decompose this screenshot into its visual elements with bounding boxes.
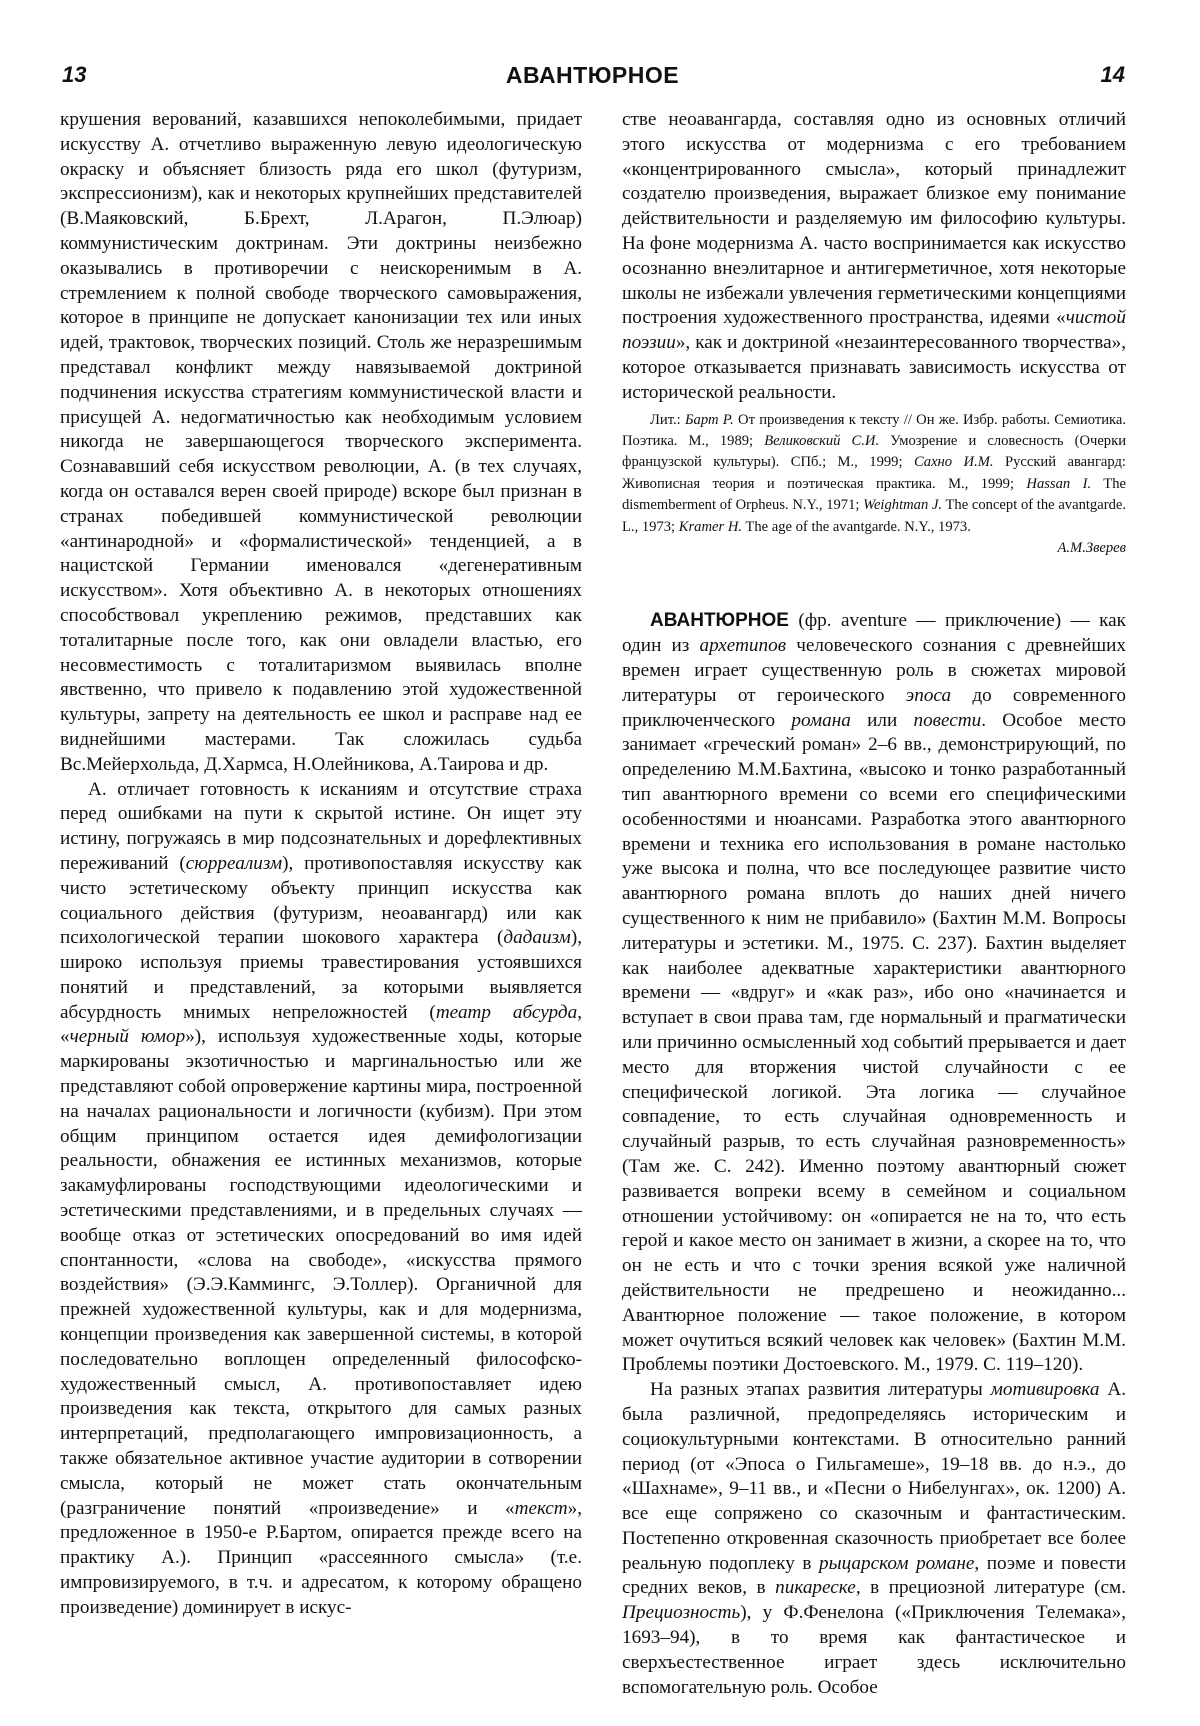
paragraph: На разных этапах развития литературы мотивировка А. была различной, предопределяясь историческим и социокультурными контекстами. В относительно ранний период (от «Эпоса о Гильгамеше», 19–18 вв. до н.э., до «Шахнаме», 9–11 вв., и «Песни о Нибелунгах», ок. 1200) А. все еще сопряжено со сказочным и фантастическим. Постепенно откровенная сказочность приобретает все более реальную подоплеку в рыцарском романе, поэме и повести средних веков, в пикареске, в прециозной литературе (см. Прециозность), у Ф.Фенелона («Приключения Телемака», 1693–94), в то время как фантастическое и сверхъестественное играет здесь исключительно вспомогательную роль. Особое bbox=[622, 1379, 1126, 1698]
cross-reference: мотивировка bbox=[990, 1379, 1100, 1401]
paragraph: стве неоавангарда, составляя одно из основных отличий этого искусства от модернизма с его требованием «концентрированного смысла», который принадлежит создателю произведения, выражает близкое ему понимание действительности и разделяемую им философию культуры. На фоне модернизма А. часто воспринимается как искусство осознанно внеэлитарное и антигерметичное, хотя некоторые школы не избежали увлечения герметическими концепциями построения художественного пространства, идеями «чистой поэзии», как и доктриной «незаинтересованного творчества», которое отказывается признавать зависимость искусства от исторической реальности. bbox=[622, 109, 1126, 403]
cross-reference: Прециозность bbox=[622, 1602, 741, 1624]
cross-reference: текст bbox=[514, 1497, 568, 1519]
cross-reference: эпоса bbox=[905, 684, 952, 706]
page-header bbox=[60, 62, 1125, 98]
cross-reference: архетипов bbox=[699, 635, 787, 657]
cross-reference: романа bbox=[791, 709, 851, 731]
cross-reference: театр абсурда bbox=[435, 1001, 578, 1023]
running-title: АВАНТЮРНОЕ bbox=[505, 62, 680, 88]
cross-reference: пикареске bbox=[775, 1577, 856, 1599]
bibliography: Лит.: Барт Р. От произведения к тексту // Он же. Избр. работы. Семиотика. Поэтика. М., 1989; Великовский С.И. Умозрение и словесность (Очерки французской культуры). СПб.; М., 1999; Сахно И.М. Русский авангард: Живописная теория и поэтическая практика. М., 1999; Hassan I. The dismemberment of Orpheus. N.Y., 1971; Weightman J. The concept of the avantgarde. L., 1973; Kramer H. The age of the avantgarde. N.Y., 1973. А.М.Зверев bbox=[622, 410, 1126, 560]
article-author-signature: А.М.Зверев bbox=[1057, 540, 1126, 556]
page-number-left: 13 bbox=[62, 62, 87, 87]
cross-reference: чистой поэзии bbox=[622, 307, 1126, 354]
left-column bbox=[60, 108, 582, 1621]
paragraph: А. отличает готовность к исканиям и отсутствие страха перед ошибками на пути к скрытой истине. Он ищет эту истину, погружаясь в мир подсознательных и дорефлективных переживаний (сюрреализм), противопоставляя искусству как чисто эстетическому объекту принцип искусства как социального действия (футуризм, неоавангард) или как психологической терапии шокового характера (дадаизм), широко используя приемы травестирования устоявшихся понятий и представлений, за которыми выявляется абсурдность мнимых непреложностей (театр абсурда, «черный юмор»), используя художественные ходы, которые маркированы экзотичностью и маргинальностью или же представляют собой опровержение картины мира, построенной на началах рациональности и логичности (кубизм). При этом общим принципом остается идея демифологизации реальности, обнажения ее истинных механизмов, которые закамуфлированы господствующими идеологическими и эстетическими представлениями, и в предельных случаях — вообще отказ от эстетических опосредований во имя идей спонтанности, «слова на свободе», «искусства прямого воздействия» (Э.Э.Каммингс, Э.Толлер). Органичной для прежней художественной культуры, как и для модернизма, концепции произведения как завершенной системы, в которой последовательно воплощен определенный философско-художественный смысл, А. противопоставляет идею произведения как текста, открытого для самых разных интерпретаций, предполагающего импровизационность, а также обязательное активное участие аудитории в сотворении смысла, который не может стать окончательным (разграничение понятий «произведение» и «текст», предложенное в 1950-е Р.Бартом, опирается прежде всего на практику А.). Принцип «рассеянного смысла» (т.е. импровизируемого, в т.ч. и адресатом, к которому обращено произведение) доминирует в искус- bbox=[60, 778, 582, 1618]
entry-headword: АВАНТЮРНОЕ bbox=[650, 610, 789, 632]
cross-reference: черный юмор bbox=[69, 1026, 186, 1048]
right-column bbox=[622, 108, 1126, 1700]
entry-paragraph: АВАНТЮРНОЕ (фр. aventure — приключение) — как один из архетипов человеческого сознания с древнейших времен играет существенную роль в сюжетах мировой литературы от героического эпоса до современного приключенческого романа или повести. Особое место занимает «греческий роман» 2–6 вв., демонстрирующий, по определению М.М.Бахтина, «высоко и тонко разработанный тип авантюрного времени со всеми его специфическими особенностями и нюансами. Разработка этого авантюрного времени и техника его использования в романе настолько уже высока и полна, что все последующее развитие чисто авантюрного романа вплоть до наших дней ничего существенного к ним не прибавило» (Бахтин М.М. Вопросы литературы и эстетики. М., 1975. С. 237). Бахтин выделяет как наиболее адекватные характеристики авантюрного времени — «вдруг» и «как раз», ибо оно «начинается и вступает в свои права там, где нормальный и прагматически или причинно осмысленный ход событий прерывается и дает место для вторжения чистой случайности с ее специфической логикой. Эта логика — случайное совпадение, то есть случайная одновременность и случайный разрыв, то есть случайная разновременность» (Там же. С. 242). Именно поэтому авантюрный сюжет развивается вопреки всему в семейном и социальном отношении устойчивому: он «опирается не на то, что есть герой и какое место он занимает в жизни, а скорее на то, что он не есть и что с точки зрения всякой уже наличной действительности не предрешено и неожиданно... Авантюрное положение — такое положение, в котором может очутиться всякий человек как человек» (Бахтин М.М. Проблемы поэтики Достоевского. М., 1979. С. 119–120). bbox=[622, 610, 1127, 1376]
cross-reference: сюрреализм bbox=[185, 852, 283, 874]
cross-reference: рыцарском романе bbox=[819, 1552, 975, 1574]
paragraph: крушения верований, казавшихся непоколебимыми, придает искусству А. отчетливо выраженную левую идеологическую окраску и объясняет близость ряда его школ (футуризм, экспрессионизм), как и некоторых крупнейших представителей (В.Маяковский, Б.Брехт, Л.Арагон, П.Элюар) коммунистическим доктринам. Эти доктрины неизбежно оказывались в противоречии с неискоренимым в А. стремлением к полной свободе творческого самовыражения, которое в принципе не допускает канонизации тех или иных идей, трактовок, творческих позиций. Столь же неразрешимым представал конфликт между навязываемой доктриной подчинения искусства стратегиям коммунистической власти и присущей А. недогматичностью как необходимым условием никогда не завершающегося творческого эксперимента. Сознававший себя искусством революции, А. (в тех случаях, когда он оставался верен своей природе) вскоре был признан в странах победившей коммунистической революции «антинародной» и «формалистической» тенденцией, а в нацистской Германии именовался «дегенеративным искусством». Хотя объективно А. в некоторых отношениях способствовал укреплению режимов, представших как тоталитарные после того, как они овладели властью, его несовместимость с тоталитаризмом выявилась вполне явственно, что привело к подавлению этой художественной культуры, запрету на деятельность ее школ и расправе над ее виднейшими мастерами. Так сложилась судьба Вс.Мейерхольда, Д.Хармса, Н.Олейникова, А.Таирова и др. bbox=[60, 109, 582, 775]
page-number-right: 14 bbox=[1100, 62, 1125, 87]
cross-reference: повести bbox=[913, 709, 982, 731]
cross-reference: дадаизм bbox=[503, 927, 571, 949]
